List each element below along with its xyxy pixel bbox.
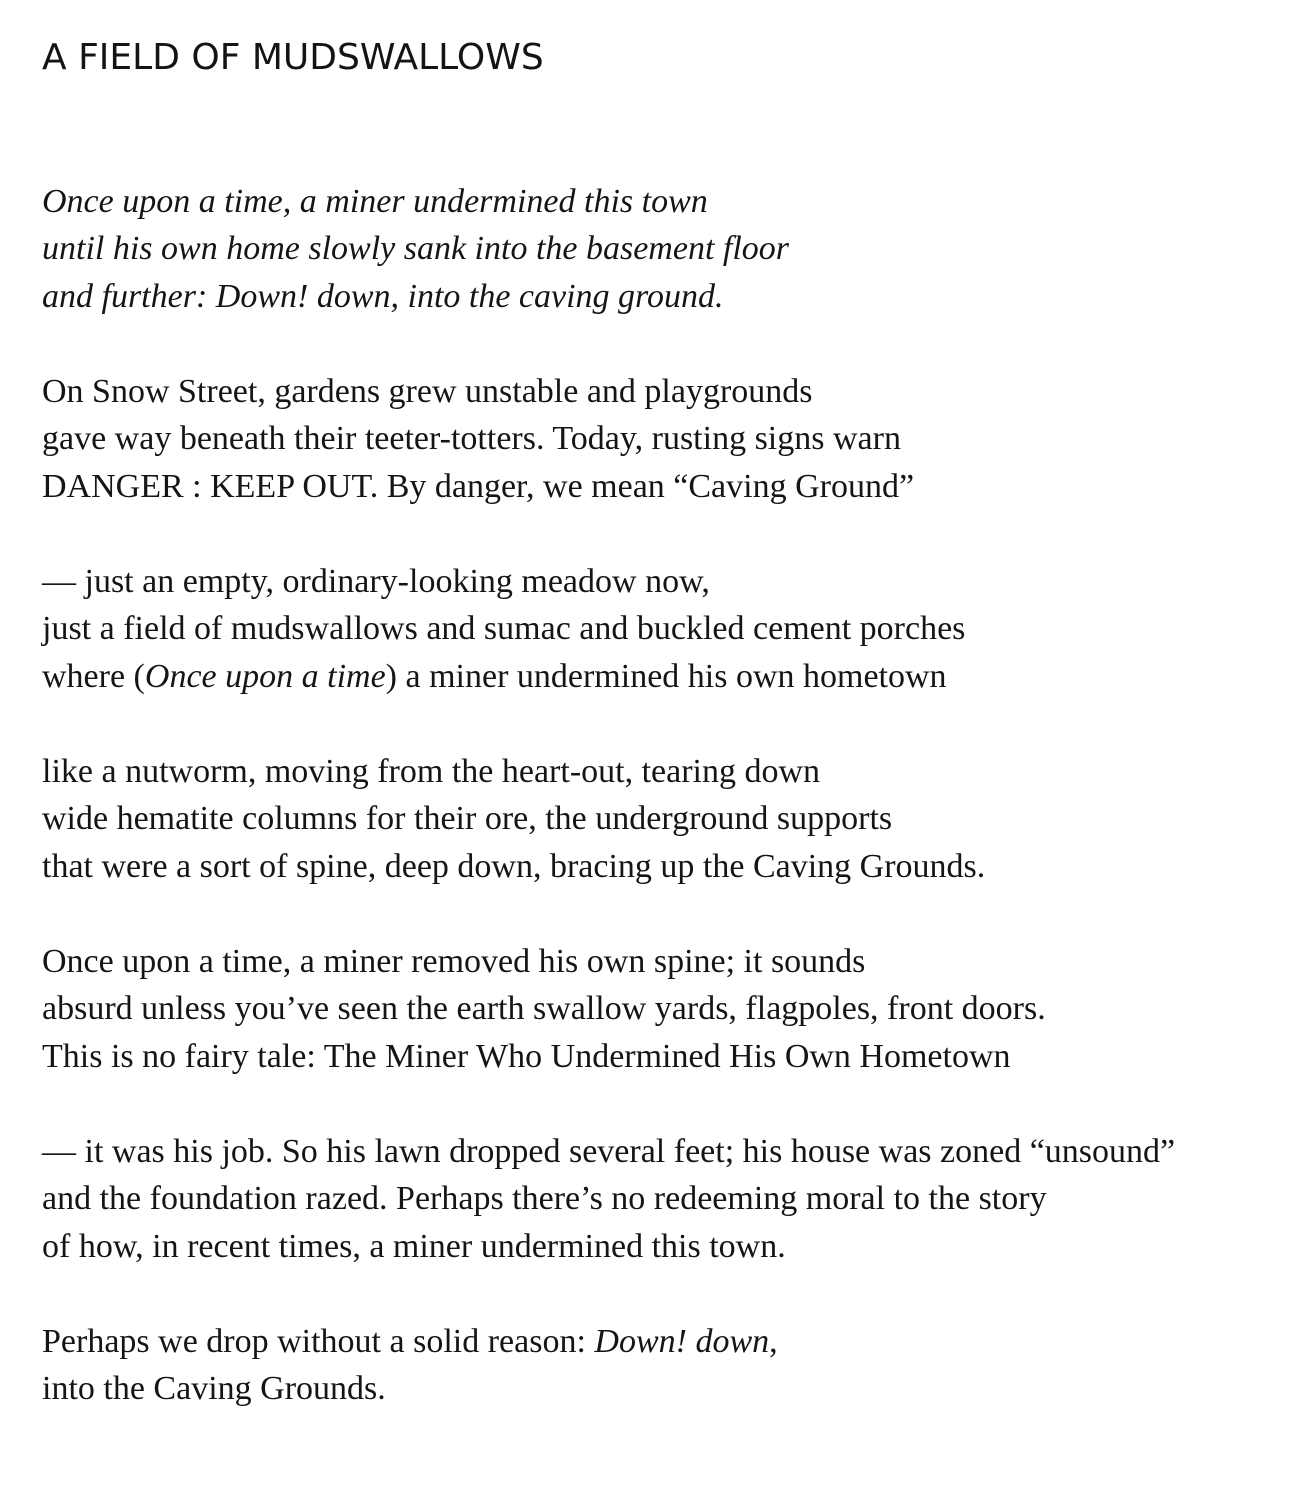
poem-line-mixed (42, 653, 1282, 700)
line-segment: , (769, 1323, 778, 1360)
stanza-3 (42, 558, 1282, 700)
poem-line: just a field of mudswallows and sumac and buckled cement porches (42, 610, 966, 648)
poem-line: gave way beneath their teeter-totters. Today, rusting signs warn (42, 420, 901, 458)
poem-line: On Snow Street, gardens grew unstable and playgrounds (42, 373, 813, 410)
poem-line: into the Caving Grounds. (42, 1370, 386, 1408)
poem-line: and further: Down! down, into the caving ground. (42, 277, 724, 315)
stanza-6 (42, 1128, 1282, 1270)
poem-line: Once upon a time, a miner removed his own spine; it sounds (42, 943, 866, 980)
poem-line: This is no fairy tale: The Miner Who Undermined His Own Hometown (42, 1037, 1011, 1075)
line-segment: ) a miner undermined his own hometown (385, 657, 947, 695)
stanza-7 (42, 1318, 1282, 1460)
stanza-5 (42, 938, 1282, 1080)
line-segment: Perhaps we drop without a solid reason: (42, 1323, 595, 1360)
poem-line: like a nutworm, moving from the heart-out, tearing down (42, 753, 821, 790)
poem-line: wide hematite columns for their ore, the underground supports (42, 800, 893, 838)
poem-line: that were a sort of spine, deep down, bracing up the Caving Grounds. (42, 847, 986, 885)
line-segment-italic: Down! down (594, 1323, 770, 1360)
poem-body (42, 178, 1282, 1508)
poem-line: absurd unless you’ve seen the earth swallow yards, flagpoles, front doors. (42, 990, 1046, 1028)
line-segment-italic: Once upon a time (144, 657, 386, 695)
poem-line: and the foundation razed. Perhaps there’s no redeeming moral to the story (42, 1180, 1047, 1218)
poem-line: DANGER : KEEP OUT. By danger, we mean “Caving Ground” (42, 467, 915, 505)
poem-line: Once upon a time, a miner undermined this town (42, 183, 708, 220)
poem-line: — just an empty, ordinary-looking meadow now, (42, 563, 710, 600)
poem-line: — it was his job. So his lawn dropped several feet; his house was zoned “unsound” (42, 1133, 1176, 1170)
poem-line: until his own home slowly sank into the basement floor (42, 230, 790, 268)
poem-title: A FIELD OF MUDSWALLOWS (42, 37, 544, 78)
poem-line-mixed (42, 1318, 1282, 1365)
line-segment: where ( (42, 657, 145, 695)
stanza-1 (42, 178, 1282, 320)
poem-line: of how, in recent times, a miner undermined this town. (42, 1227, 786, 1265)
stanza-4 (42, 748, 1282, 890)
stanza-2 (42, 368, 1282, 510)
